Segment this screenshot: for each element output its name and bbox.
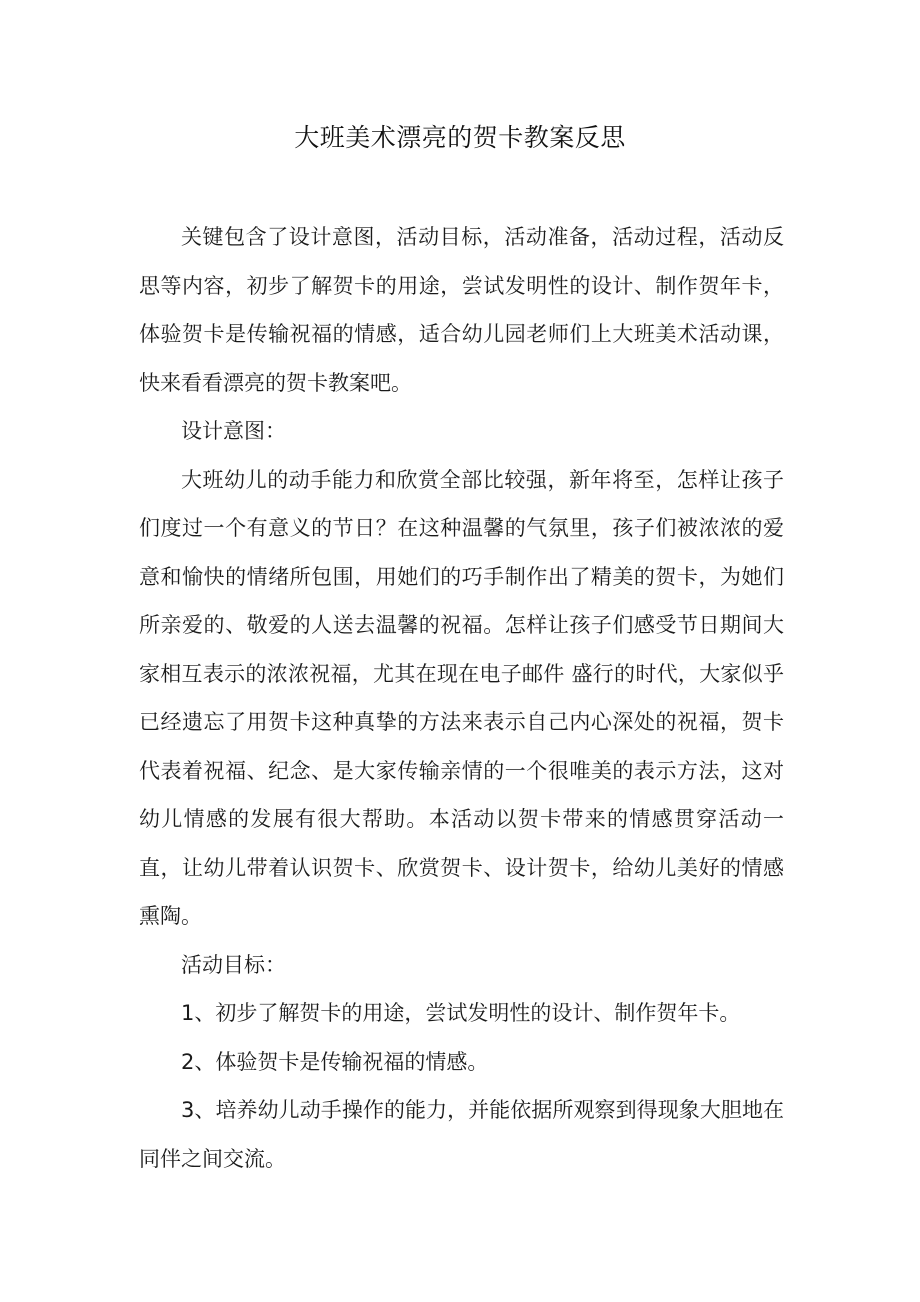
goal-item-2: 2、体验贺卡是传输祝福的情感。	[181, 1049, 489, 1074]
design-intent-paragraph: 大班幼儿的动手能力和欣赏全部比较强，新年将至，怎样让孩子们度过一个有意义的节日？在这种温馨的气氛里，孩子们被浓浓的爱意和愉快的情绪所包围，用她们的巧手制作出了精美的贺卡，为她们所亲爱的、敬爱的人送去温馨的祝福。怎样让孩子们感受节日期间大家相互表示的浓浓祝福，尤其在现在电子邮件 盛行的时代，大家似乎已经遗忘了用贺卡这种真挚的方法来表示自己内心深处的祝福，贺卡代表着祝福、纪念、是大家传输亲情的一个很唯美的表示方法，这对幼儿情感的发展有很大帮助。本活动以贺卡带来的情感贯穿活动一直，让幼儿带着认识贺卡、欣赏贺卡、设计贺卡，给幼儿美好的情感熏陶。	[139, 467, 784, 928]
document-body	[139, 213, 784, 1183]
page-title: 大班美术漂亮的贺卡教案反思	[294, 123, 626, 152]
goal-item-1: 1、初步了解贺卡的用途，尝试发明性的设计、制作贺年卡。	[181, 1001, 741, 1025]
intro-paragraph: 关键包含了设计意图，活动目标，活动准备，活动过程，活动反思等内容，初步了解贺卡的用途，尝试发明性的设计、制作贺年卡，体验贺卡是传输祝福的情感，适合幼儿园老师们上大班美术活动课，快来看看漂亮的贺卡教案吧。	[139, 225, 784, 395]
section-heading-activity-goals: 活动目标：	[181, 952, 286, 977]
section-heading-design-intent: 设计意图：	[181, 419, 286, 443]
goal-item-3: 3、培养幼儿动手操作的能力，并能依据所观察到得现象大胆地在同伴之间交流。	[139, 1098, 784, 1171]
